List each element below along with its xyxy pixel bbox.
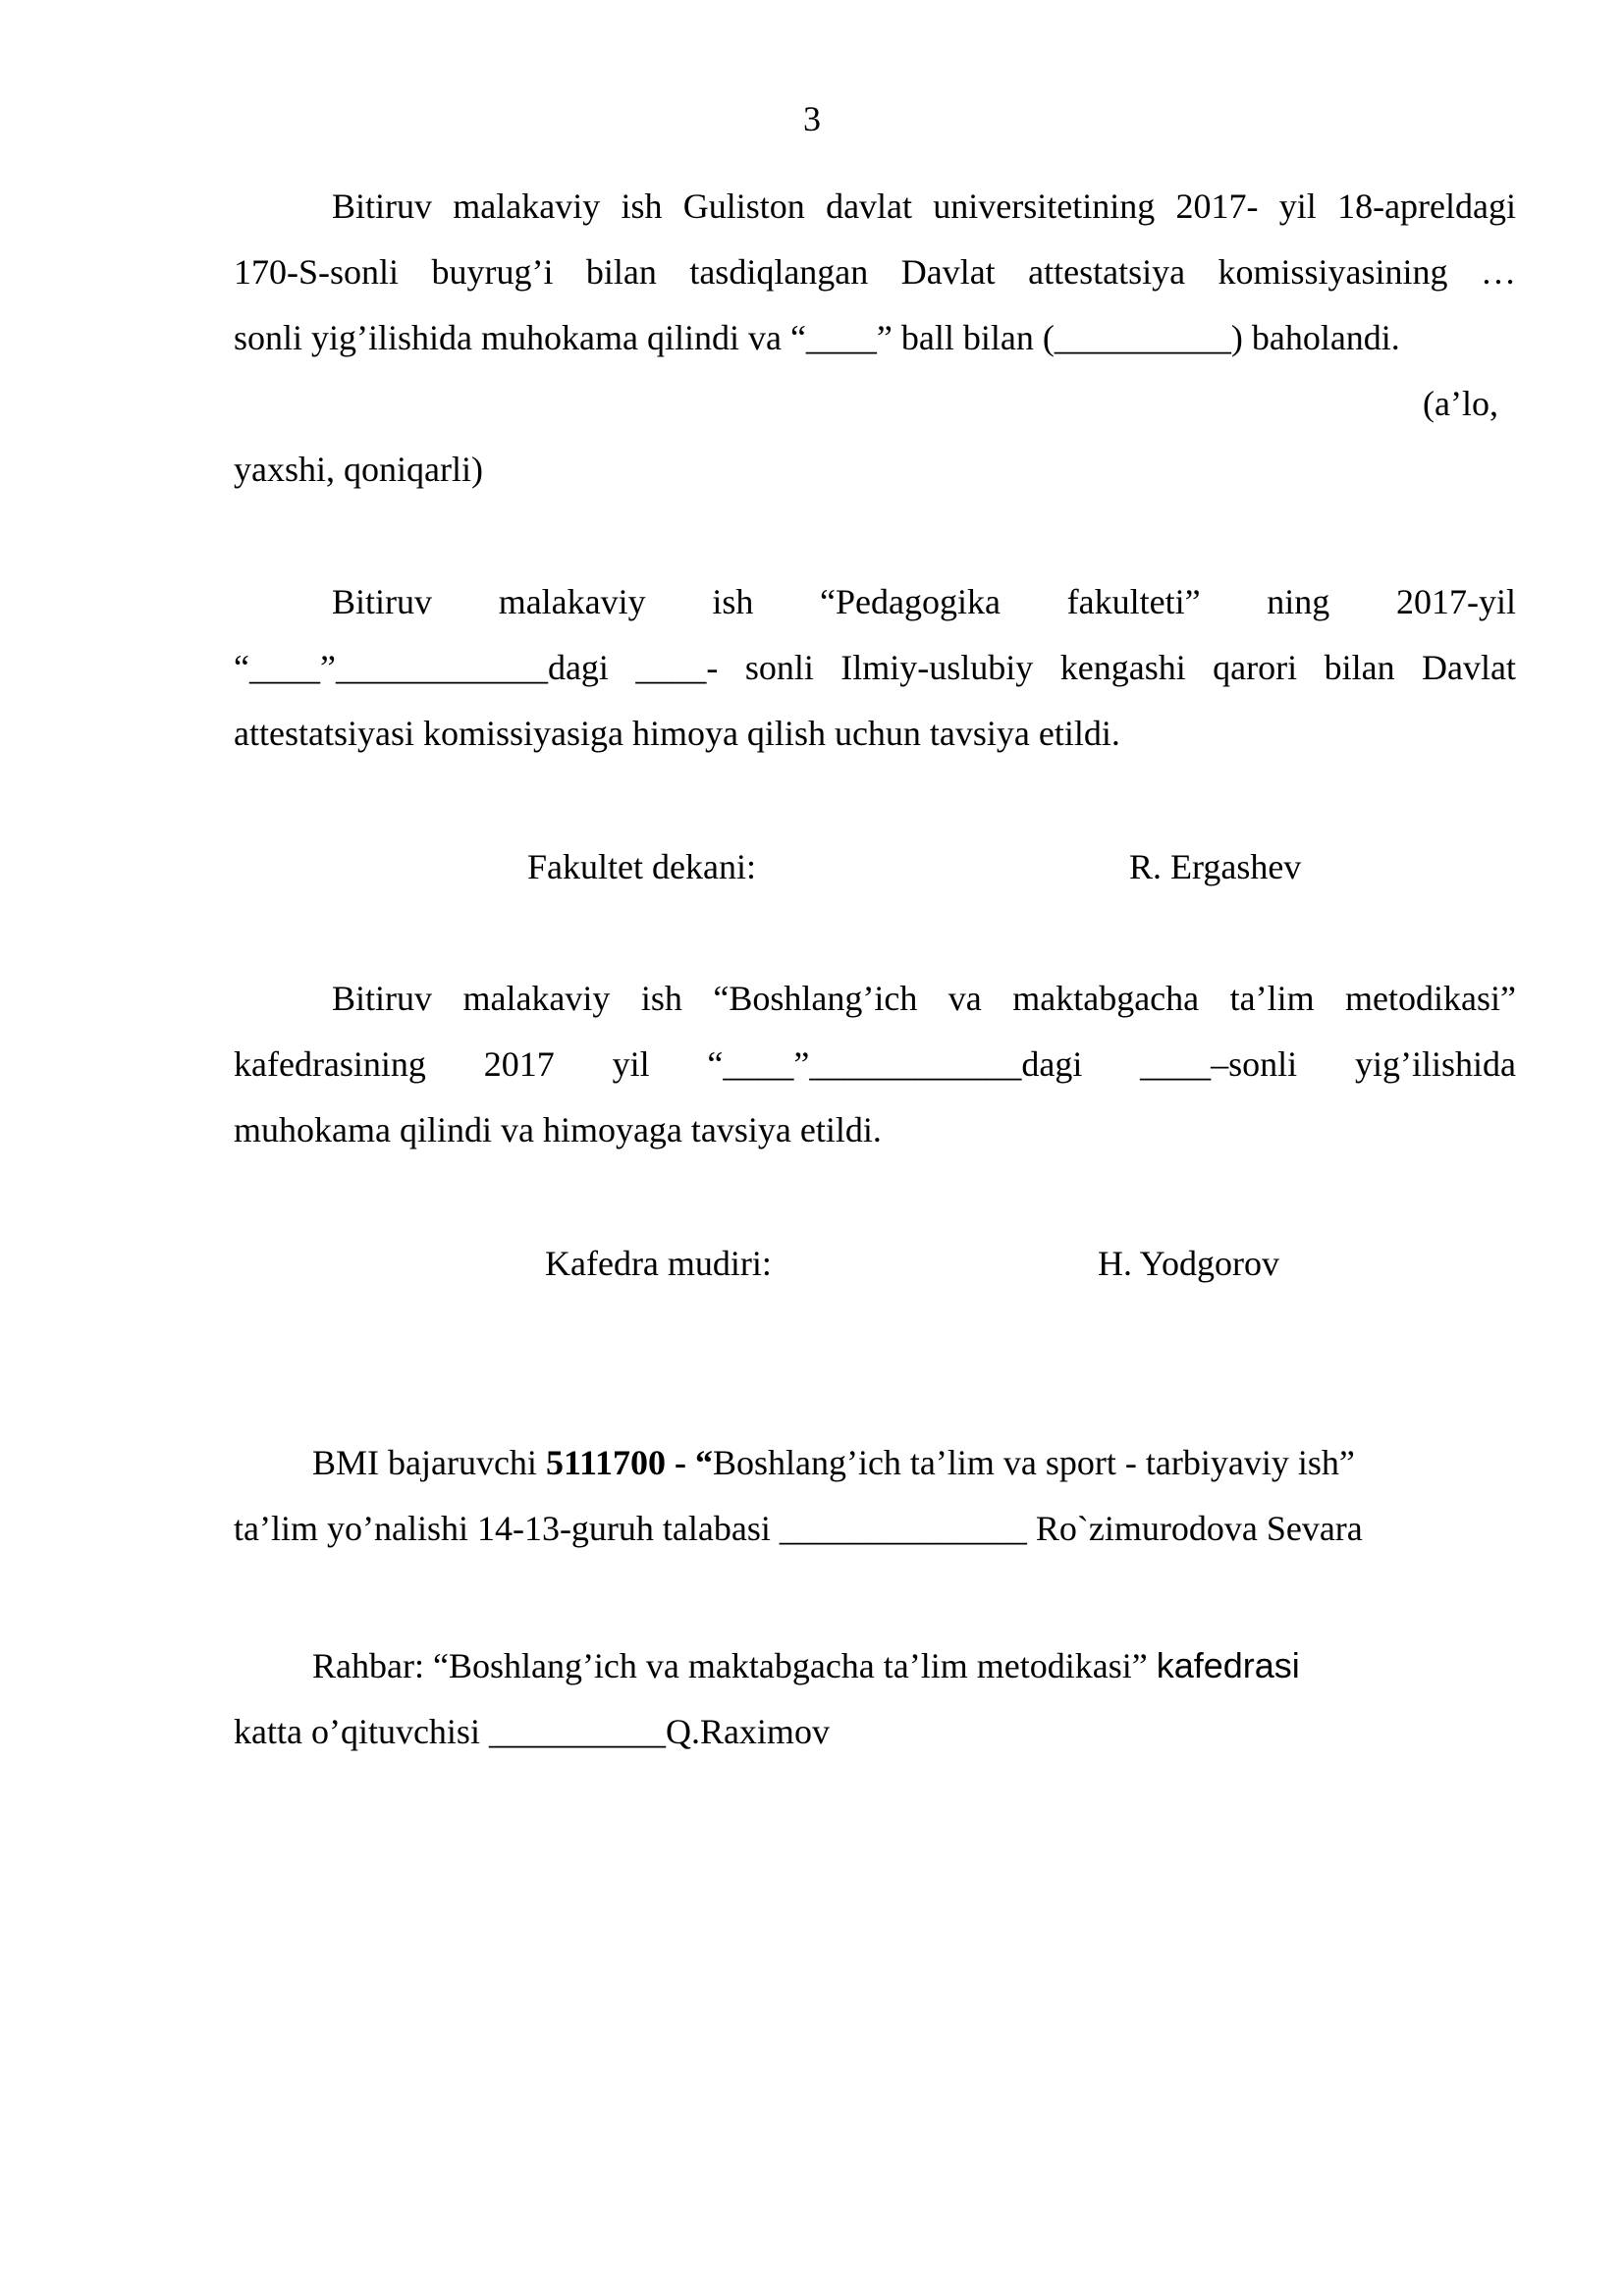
department-line-2: kafedrasining 2017 yil “____”____________dagi ____–sonli yig’ilishida [234, 1044, 1516, 1084]
grade-options-line-1: (a’lo, [1423, 384, 1498, 423]
attestation-line-1: Bitiruv malakaviy ish Guliston davlat universitetining 2017- yil 18-apreldagi [332, 187, 1516, 226]
executor-prefix: BMI bajaruvchi [312, 1443, 546, 1482]
department-recommendation-paragraph [234, 969, 1516, 1165]
attestation-line-2: 170-S-sonli buyrug’i bilan tasdiqlangan Davlat attestatsiya komissiyasining … [234, 252, 1516, 292]
department-line-3: muhokama qilindi va himoyaga tavsiya etildi. [234, 1110, 882, 1149]
grade-options-line-2: yaxshi, qoniqarli) [234, 450, 483, 489]
executor-line-2: ta’lim yo’nalishi 14-13-guruh talabasi ______________ Ro`zimurodova Sevara [234, 1509, 1363, 1548]
attestation-paragraph [234, 177, 1516, 501]
executor-block [234, 1433, 1516, 1571]
dean-label: Fakultet dekani: [527, 847, 756, 886]
dean-name: R. Ergashev [1129, 847, 1302, 886]
head-of-department-label: Kafedra mudiri: [545, 1244, 772, 1283]
supervisor-kafedrasi: kafedrasi [1156, 1645, 1300, 1685]
supervisor-line-2: katta o’qituvchisi __________Q.Raximov [234, 1712, 830, 1751]
page-number: 3 [803, 99, 821, 138]
executor-line-1 [234, 1433, 1516, 1492]
program-name: Boshlang’ich ta’lim va sport - tarbiyaviy ish” [712, 1443, 1355, 1482]
faculty-line-2: “____”____________dagi ____- sonli Ilmiy-uslubiy kengashi qarori bilan Davlat [234, 648, 1516, 687]
head-of-department-name: H. Yodgorov [1098, 1244, 1280, 1283]
program-code: 5111700 - “ [545, 1443, 713, 1482]
faculty-line-3: attestatsiyasi komissiyasiga himoya qilish uchun tavsiya etildi. [234, 714, 1120, 753]
faculty-line-1: Bitiruv malakaviy ish “Pedagogika fakulteti” ning 2017-yil [332, 582, 1516, 621]
faculty-recommendation-paragraph [234, 572, 1516, 769]
supervisor-block [234, 1636, 1516, 1774]
supervisor-line-1 [234, 1636, 1516, 1695]
attestation-line-3: sonli yig’ilishida muhokama qilindi va “____” ball bilan (__________) baholandi. [234, 318, 1400, 357]
supervisor-prefix: Rahbar: “Boshlang’ich va maktabgacha ta’lim metodikasi” [312, 1646, 1148, 1685]
department-line-1: Bitiruv malakaviy ish “Boshlang’ich va maktabgacha ta’lim metodikasi” [332, 979, 1516, 1018]
